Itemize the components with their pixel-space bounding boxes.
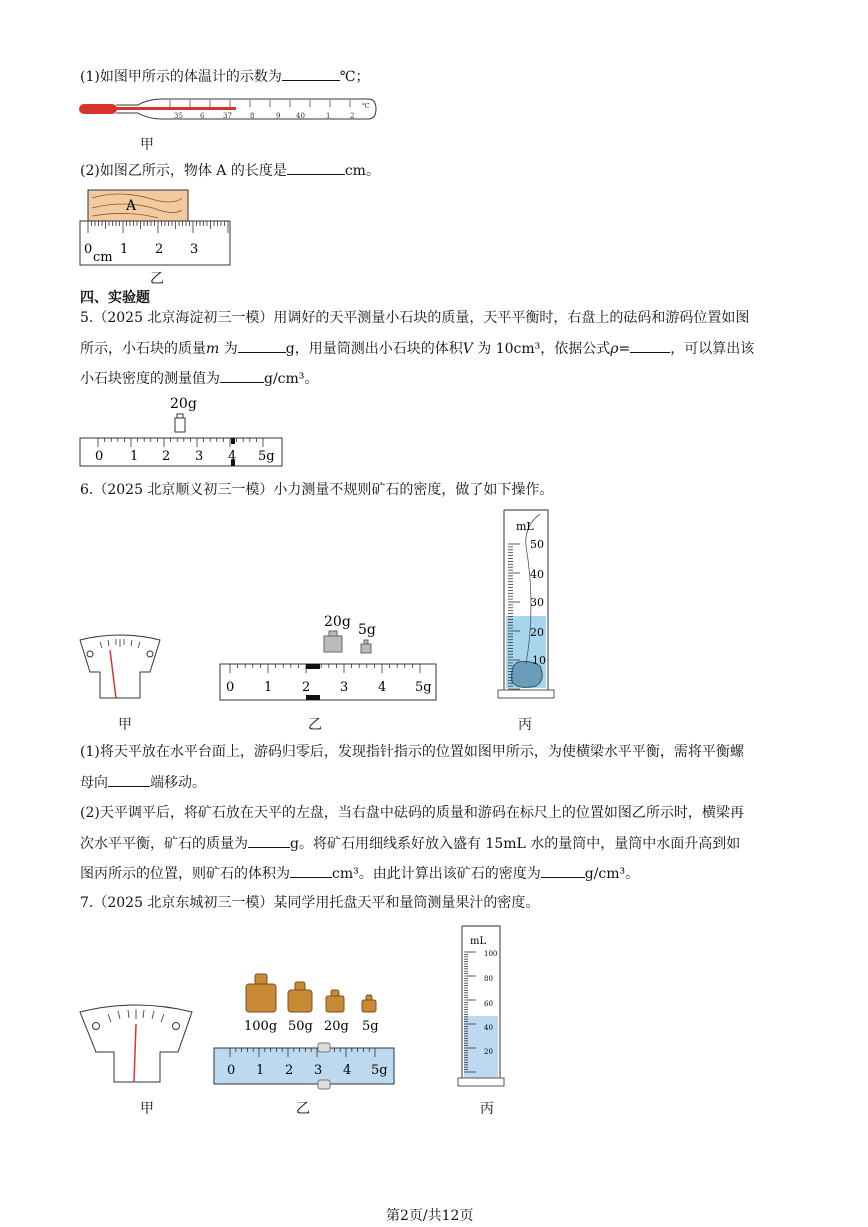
q6-mass-blank[interactable] [248,833,290,848]
weight-100g [246,984,276,1012]
therm-label: 9 [276,112,281,120]
q5-var-v: V [462,341,473,357]
therm-label: 8 [250,112,255,120]
q7-weight-label: 20g [324,1019,349,1034]
q6-scale-bar [220,664,436,700]
q6-p2-line1: (2)天平调平后，将矿石放在天平的左盘，当右盘中砝码的质量和游码在标尺上的位置如图乙所示时，横梁再 [80,805,744,821]
q6-text: 端移动。 [150,775,206,791]
q6-text: g/cm³。 [584,866,640,882]
therm-label: 2 [350,112,355,120]
q6-scale-label: 2 [302,680,311,695]
q7-scale-label: 5g [371,1063,388,1078]
q7-balance-figure [212,966,398,1090]
q5-text: 小石块密度的测量值为 [80,371,220,387]
q5-line2 [80,338,754,359]
weight-20g [175,418,185,432]
therm-label: 6 [200,112,205,120]
q6-text: g。将矿石用细线系好放入盛有 15mL 水的量筒中，量筒中水面升高到如 [290,836,741,852]
q7-scale-label: 1 [256,1063,265,1078]
q6-pointer-dial [78,632,162,702]
q6-text: cm³。由此计算出该矿石的密度为 [332,866,541,882]
q6-caption-b: 乙 [308,717,322,733]
therm-label: 40 [296,112,305,120]
q7-cyl-label: 60 [484,1000,493,1008]
q5-scale-bar [80,438,282,466]
q5-text: 为 10cm³，依据公式 [472,341,611,357]
q6-p2-line3 [80,863,639,884]
q7-scale-bar [214,1048,394,1084]
q7-scale-label: 0 [227,1063,236,1078]
ruler-unit: cm [93,250,113,265]
object-a-label: A [126,198,137,214]
q7-cyl-label: 80 [484,975,493,983]
q6-scale-label: 5g [415,680,432,695]
q6-cyl-label: 30 [530,596,544,609]
q6-cyl-label: 10 [532,654,546,667]
q1-blank[interactable] [282,66,340,81]
page-footer: 第2页/共12页 [386,1208,474,1224]
q6-caption-c: 丙 [518,717,532,733]
q5-text: 为 [219,341,238,357]
q5-weight-label: 20g [170,396,197,412]
q7-cyl-label: 100 [484,950,498,958]
q5-scale-label: 3 [195,449,204,464]
q6-text: 图丙所示的位置，则矿石的体积为 [80,866,290,882]
q7-cylinder-figure [456,922,506,1090]
therm-label: 37 [223,112,232,120]
q1-suffix: ℃； [339,69,370,85]
section-title: 四、实验题 [80,290,150,306]
q6-cyl-label: 20 [530,626,544,639]
q5-scale-label: 4 [228,449,237,464]
q7-scale-label: 2 [285,1063,294,1078]
q2-suffix: cm。 [344,163,380,179]
q6-scale-label: 4 [378,680,387,695]
q5-text: ，可以算出该 [670,341,755,357]
q6-text: 次水平平衡，矿石的质量为 [80,836,248,852]
q7-scale-label: 3 [314,1063,323,1078]
q6-text: 母向 [80,775,108,791]
q6-scale-label: 3 [340,680,349,695]
q5-var-rho: ρ [610,341,619,357]
q5-var-m: m [206,341,220,357]
thermometer-figure [78,96,380,128]
q2-caption: 乙 [150,271,164,287]
q6-balance-figure [218,612,442,704]
therm-unit: ℃ [362,102,370,110]
q5-rider-top [231,438,235,444]
q6-volume-blank[interactable] [290,863,332,878]
q6-density-blank[interactable] [541,863,585,878]
q7-weight-label: 5g [362,1019,379,1034]
q1-caption: 甲 [140,137,154,153]
q2-blank[interactable] [287,160,345,175]
q5-scale-label: 1 [130,449,139,464]
q7-caption-b: 乙 [296,1101,310,1117]
q5-line1: 5.（2025 北京海淀初三一模）用调好的天平测量小石块的质量，天平平衡时，右盘上的砝码和游码位置如图 [80,310,750,326]
q6-rider-top [306,664,320,669]
q5-text: g/cm³。 [264,371,319,387]
q7-rider-bottom [318,1080,330,1089]
q5-balance-figure [78,392,288,472]
q6-p2-line2 [80,833,740,854]
q6-cyl-unit: mL [516,520,534,533]
q6-scale-label: 0 [226,680,235,695]
mercury-bulb [79,104,117,114]
mercury-column [116,107,236,110]
ruler-figure [78,188,238,268]
q7-caption-c: 丙 [480,1101,494,1117]
q7-weight-label: 50g [288,1019,313,1034]
ruler-label: 3 [190,242,199,257]
q5-scale-label: 5g [258,449,275,464]
q6-intro: 6.（2025 北京顺义初三一模）小力测量不规则矿石的密度，做了如下操作。 [80,482,554,498]
q6-p1-line1: (1)将天平放在水平台面上，游码归零后，发现指针指示的位置如图甲所示，为使横梁水平平衡，需将平衡螺 [80,744,744,760]
q6-cyl-label: 40 [530,568,544,581]
q6-cylinder-figure [496,506,556,702]
q5-text: g，用量筒测出小石块的体积 [285,341,463,357]
q1-prefix: (1)如图甲所示的体温计的示数为 [80,69,282,85]
therm-label: 35 [174,112,183,120]
q5-text: = [618,341,631,357]
ruler-label: 0 [84,242,93,257]
q6-scale-label: 1 [264,680,273,695]
q6-caption-a: 甲 [118,717,132,733]
q7-intro: 7.（2025 北京东城初三一模）某同学用托盘天平和量筒测量果汁的密度。 [80,895,540,911]
q5-scale-label: 0 [95,449,104,464]
q6-weight-label: 5g [358,622,376,638]
ruler-label: 1 [120,242,129,257]
q7-rider-top [318,1043,330,1052]
q5-formula-blank[interactable] [630,338,670,353]
q5-line3 [80,368,318,389]
weight-5g [361,644,371,653]
q6-p1-line2 [80,772,206,793]
weight-20g [324,636,342,652]
question-2 [80,160,380,181]
q6-cyl-label: 50 [530,538,544,551]
q7-cyl-label: 20 [484,1048,493,1056]
therm-label: 1 [326,112,331,120]
q7-cyl-unit: mL [470,936,487,947]
q7-weight-label: 100g [244,1019,278,1034]
q7-caption-a: 甲 [140,1101,154,1117]
q6-rider-bottom [306,695,320,700]
q7-scale-label: 4 [343,1063,352,1078]
q6-weight-label: 20g [324,614,351,630]
q7-cyl-label: 40 [484,1024,493,1032]
q6-direction-blank[interactable] [108,772,150,787]
q5-mass-blank[interactable] [238,338,286,353]
ruler-label: 2 [155,242,164,257]
q2-prefix: (2)如图乙所示，物体 A 的长度是 [80,163,287,179]
weight-50g [288,990,312,1012]
q5-text: 所示，小石块的质量 [80,341,206,357]
weight-5g [362,1000,376,1012]
q5-density-blank[interactable] [220,368,264,383]
q5-scale-label: 2 [162,449,171,464]
question-1 [80,66,370,87]
q7-pointer-dial [78,1002,196,1086]
weight-20g [326,996,344,1012]
